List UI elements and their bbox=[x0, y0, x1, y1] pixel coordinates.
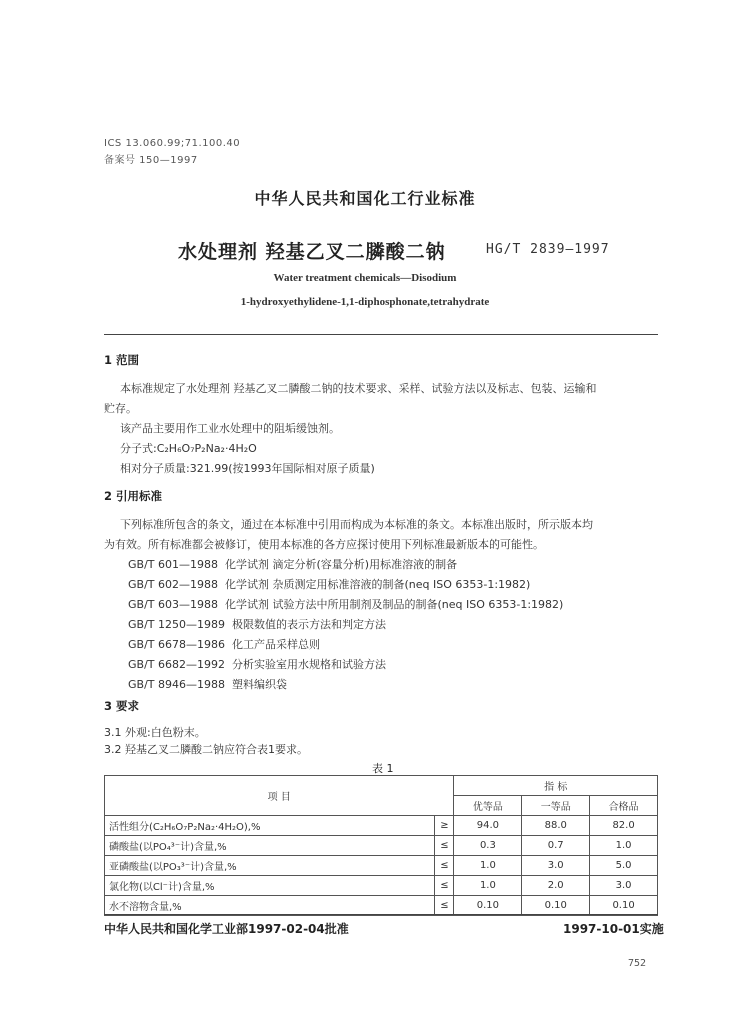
row-value: 0.10 bbox=[454, 896, 522, 916]
row-value: 0.3 bbox=[454, 836, 522, 856]
document-title-cn: 水处理剂 羟基乙叉二膦酸二钠 bbox=[178, 241, 446, 263]
reference-code: GB/T 1250—1989 bbox=[128, 618, 225, 631]
row-value: 5.0 bbox=[590, 856, 658, 876]
table-caption: 表 1 bbox=[372, 762, 394, 775]
reference-code: GB/T 603—1988 bbox=[128, 598, 218, 611]
molecular-mass: 相对分子质量:321.99(按1993年国际相对原子质量) bbox=[120, 462, 375, 475]
reference-code: GB/T 6682—1992 bbox=[128, 658, 225, 671]
row-value: 3.0 bbox=[590, 876, 658, 896]
table-row bbox=[105, 836, 658, 856]
requirement-item: 3.2 羟基乙叉二膦酸二钠应符合表1要求。 bbox=[104, 743, 308, 756]
header-divider bbox=[104, 334, 658, 335]
issuing-organization: 中华人民共和国化工行业标准 bbox=[254, 189, 476, 208]
row-item: 磷酸盐(以PO₄³⁻计)含量,% bbox=[105, 836, 435, 856]
row-symbol: ≤ bbox=[435, 836, 454, 856]
reference-title: 化学试剂 杂质测定用标准溶液的制备(neq ISO 6353-1:1982) bbox=[224, 578, 531, 591]
row-value: 0.10 bbox=[590, 896, 658, 916]
reference-title: 极限数值的表示方法和判定方法 bbox=[231, 618, 386, 631]
row-value: 0.7 bbox=[522, 836, 590, 856]
effective-date: 1997-10-01实施 bbox=[563, 922, 664, 936]
reference-title: 化工产品采样总则 bbox=[231, 638, 320, 651]
section-2-intro: 为有效。所有标准都会被修订，使用本标准的各方应探讨使用下列标准最新版本的可能性。 bbox=[104, 538, 544, 551]
page-number: 752 bbox=[628, 958, 647, 969]
table-row bbox=[105, 816, 658, 836]
row-value: 1.0 bbox=[454, 856, 522, 876]
reference-item bbox=[128, 676, 287, 692]
reference-code: GB/T 6678—1986 bbox=[128, 638, 225, 651]
section-1-line: 贮存。 bbox=[104, 402, 137, 415]
reference-item bbox=[128, 636, 320, 652]
table-row bbox=[105, 876, 658, 896]
reference-title: 化学试剂 试验方法中所用制剂及制品的制备(neq ISO 6353-1:1982) bbox=[224, 598, 564, 611]
record-number: 备案号 150—1997 bbox=[104, 155, 198, 166]
row-value: 0.10 bbox=[522, 896, 590, 916]
reference-item bbox=[128, 656, 386, 672]
row-symbol: ≥ bbox=[435, 816, 454, 836]
row-symbol: ≤ bbox=[435, 876, 454, 896]
row-item: 水不溶物含量,% bbox=[105, 896, 435, 916]
reference-code: GB/T 601—1988 bbox=[128, 558, 218, 571]
section-2-intro: 下列标准所包含的条文，通过在本标准中引用而构成为本标准的条文。本标准出版时，所示版本均 bbox=[120, 518, 593, 531]
reference-title: 分析实验室用水规格和试验方法 bbox=[231, 658, 386, 671]
footer-divider bbox=[104, 914, 658, 915]
reference-item bbox=[128, 596, 563, 612]
approval-line: 中华人民共和国化学工业部1997-02-04批准 bbox=[104, 922, 349, 936]
row-item: 氯化物(以Cl⁻计)含量,% bbox=[105, 876, 435, 896]
section-1-heading: 1 范围 bbox=[104, 353, 140, 367]
molecular-formula: 分子式:C₂H₆O₇P₂Na₂·4H₂O bbox=[120, 442, 257, 455]
row-value: 82.0 bbox=[590, 816, 658, 836]
requirement-item: 3.1 外观:白色粉末。 bbox=[104, 726, 206, 739]
grade-header: 合格品 bbox=[590, 796, 658, 816]
spec-table bbox=[104, 775, 658, 916]
table-row bbox=[105, 896, 658, 916]
row-value: 2.0 bbox=[522, 876, 590, 896]
document-title-en-line2: 1-hydroxyethylidene-1,1-diphosphonate,tetrahydrate bbox=[240, 296, 490, 308]
grade-header: 优等品 bbox=[454, 796, 522, 816]
row-item: 活性组分(C₂H₆O₇P₂Na₂·4H₂O),% bbox=[105, 816, 435, 836]
table-row bbox=[105, 856, 658, 876]
row-value: 3.0 bbox=[522, 856, 590, 876]
row-value: 94.0 bbox=[454, 816, 522, 836]
reference-code: GB/T 602—1988 bbox=[128, 578, 218, 591]
column-header-item: 项 目 bbox=[105, 776, 454, 816]
reference-code: GB/T 8946—1988 bbox=[128, 678, 225, 691]
reference-item bbox=[128, 616, 386, 632]
row-symbol: ≤ bbox=[435, 896, 454, 916]
row-value: 1.0 bbox=[454, 876, 522, 896]
row-symbol: ≤ bbox=[435, 856, 454, 876]
section-3-heading: 3 要求 bbox=[104, 699, 140, 713]
row-value: 88.0 bbox=[522, 816, 590, 836]
column-header-index: 指 标 bbox=[454, 776, 658, 796]
table-header-row bbox=[105, 776, 658, 796]
section-1-line: 该产品主要用作工业水处理中的阻垢缓蚀剂。 bbox=[120, 422, 340, 435]
row-value: 1.0 bbox=[590, 836, 658, 856]
standard-code: HG/T 2839—1997 bbox=[486, 242, 610, 257]
reference-item bbox=[128, 576, 530, 592]
ics-code: ICS 13.060.99;71.100.40 bbox=[104, 138, 241, 149]
reference-item bbox=[128, 556, 457, 572]
document-title-en-line1: Water treatment chemicals—Disodium bbox=[273, 272, 457, 284]
section-1-line: 本标准规定了水处理剂 羟基乙叉二膦酸二钠的技术要求、采样、试验方法以及标志、包装、运输和 bbox=[120, 382, 597, 395]
reference-title: 塑料编织袋 bbox=[231, 678, 287, 691]
section-2-heading: 2 引用标准 bbox=[104, 489, 163, 503]
row-item: 亚磷酸盐(以PO₃³⁻计)含量,% bbox=[105, 856, 435, 876]
grade-header: 一等品 bbox=[522, 796, 590, 816]
reference-title: 化学试剂 滴定分析(容量分析)用标准溶液的制备 bbox=[224, 558, 458, 571]
